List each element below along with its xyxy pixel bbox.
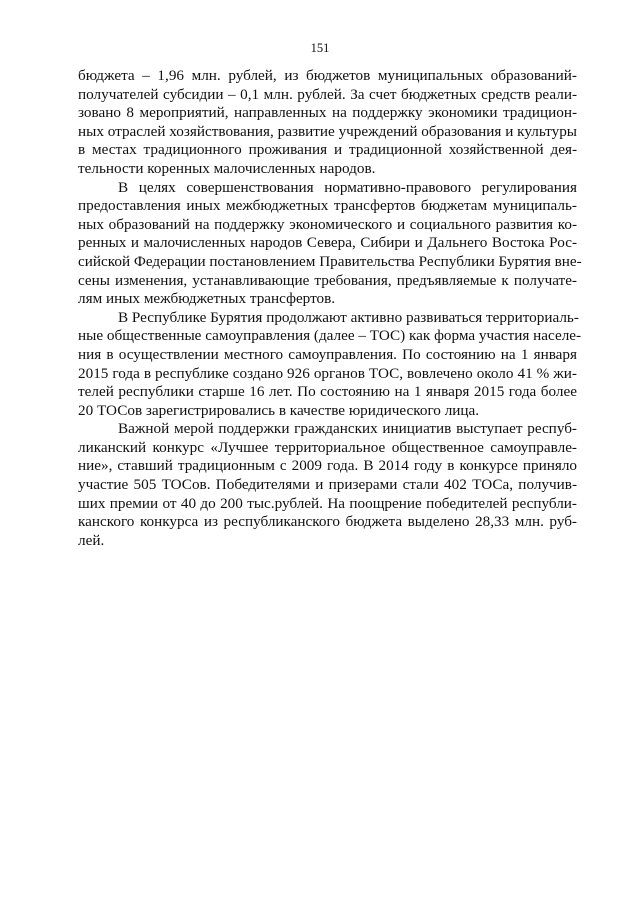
text-line: ликанский конкурс «Лучшее территориальное общественное самоуправле- (78, 438, 577, 456)
text-line: В целях совершенствования нормативно-правового регулирования (118, 178, 577, 196)
text-line: лям иных межбюджетных трансфертов. (78, 290, 336, 308)
text-line: ших премии от 40 до 200 тыс.рублей. На поощрение победителей республи- (78, 494, 577, 512)
text-line: ных отраслей хозяйствования, развитие учреждений образования и культуры (78, 122, 577, 140)
text-line: предоставления иных межбюджетных трансфертов бюджетам муниципаль- (78, 197, 577, 215)
text-line: 2015 года в республике создано 926 органов ТОС, вовлечено около 41 % жи- (78, 364, 577, 382)
text-line: 20 ТОСов зарегистрировались в качестве юридического лица. (78, 401, 480, 419)
text-line: ных образований на поддержку экономического и социального развития ко- (78, 215, 577, 233)
text-line: получателей субсидии – 0,1 млн. рублей. За счет бюджетных средств реали- (78, 85, 577, 103)
text-line: сийской Федерации постановлением Правительства Республики Бурятия вне- (78, 252, 582, 270)
text-line: телей республики старше 16 лет. По состоянию на 1 января 2015 года более (78, 383, 577, 401)
text-line: бюджета – 1,96 млн. рублей, из бюджетов муниципальных образований- (78, 67, 577, 84)
text-line: Важной мерой поддержки гражданских инициатив выступает респуб- (118, 420, 577, 438)
paragraph-4 (78, 420, 577, 550)
text-line: зовано 8 мероприятий, направленных на поддержку экономики традицион- (78, 104, 577, 122)
page-number: 151 (310, 41, 330, 55)
text-line: тельности коренных малочисленных народов. (78, 159, 376, 177)
text-line: В Республике Бурятия продолжают активно развиваться территориаль- (118, 308, 579, 326)
text-line: ренных и малочисленных народов Севера, Сибири и Дальнего Востока Рос- (78, 234, 577, 252)
paragraph-3 (78, 308, 582, 421)
text-line: в местах традиционного проживания и традиционной хозяйственной дея- (78, 141, 577, 159)
paragraph-2 (78, 178, 582, 309)
text-line: ние», ставший традиционным с 2009 года. В 2014 году в конкурсе приняло (78, 457, 577, 475)
paragraph-1 (78, 67, 577, 179)
body-text (78, 67, 582, 550)
text-line: канского конкурса из республиканского бюджета выделено 28,33 млн. руб- (78, 513, 577, 531)
text-line: ные общественные самоуправления (далее – ТОС) как форма участия населе- (78, 327, 582, 345)
text-line: ния в осуществлении местного самоуправления. По состоянию на 1 января (78, 345, 577, 363)
text-line: участие 505 ТОСов. Победителями и призерами стали 402 ТОСа, получив- (78, 476, 577, 494)
text-line: лей. (78, 531, 105, 549)
text-line: сены изменения, устанавливающие требования, предъявляемые к получате- (78, 271, 577, 289)
